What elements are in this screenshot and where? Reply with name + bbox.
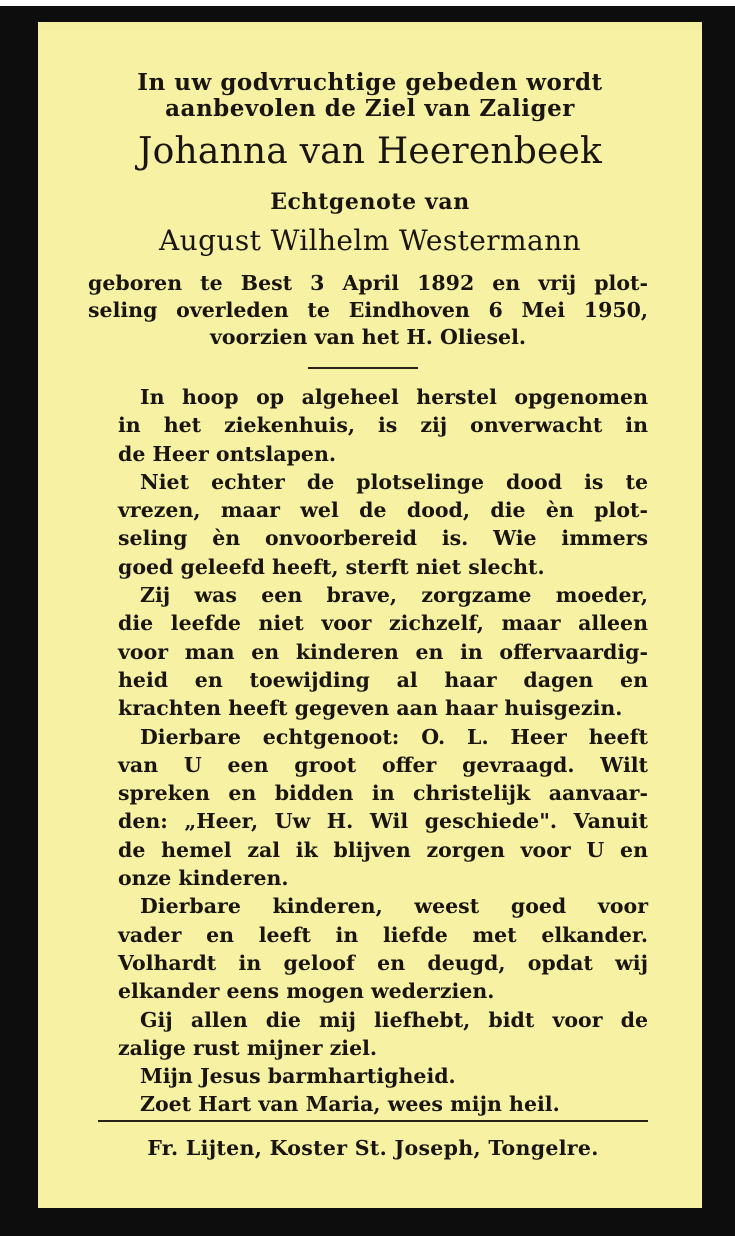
text-line: zalige rust mijner ziel. <box>118 1035 378 1060</box>
text-line: seling èn onvoorbereid is. Wie immers <box>118 526 648 551</box>
spouse-name: August Wilhelm Westermann <box>159 224 581 257</box>
text-line: vrezen, maar wel de dood, die èn plot- <box>118 498 648 523</box>
text-line: vader en leeft in liefde met elkander. <box>118 922 648 947</box>
text-line: de Heer ontslapen. <box>118 441 336 466</box>
text-line: onze kinderen. <box>118 866 289 891</box>
birth-death-details <box>88 270 648 351</box>
text-line: van U een groot offer gevraagd. Wilt <box>118 752 648 777</box>
text-line: elkander eens mogen wederzien. <box>118 979 495 1004</box>
text-line: Dierbare echtgenoot: O. L. Heer heeft <box>140 724 648 749</box>
memorial-text <box>118 383 648 1119</box>
text-line: Gij allen die mij liefhebt, bidt voor de <box>140 1007 648 1032</box>
divider-long <box>98 1120 648 1122</box>
birth-line: seling overleden te Eindhoven 6 Mei 1950, <box>88 298 648 322</box>
text-line: krachten heeft gegeven aan haar huisgezin. <box>118 696 623 721</box>
intro-line-2: aanbevolen de Ziel van Zaliger <box>165 95 575 122</box>
text-line: Zoet Hart van Maria, wees mijn heil. <box>140 1092 560 1117</box>
spouse-label: Echtgenote van <box>270 189 470 215</box>
intro-line-1: In uw godvruchtige gebeden wordt <box>137 69 603 96</box>
text-line: Niet echter de plotselinge dood is te <box>140 469 648 494</box>
text-line: die leefde niet voor zichzelf, maar alleen <box>118 611 648 636</box>
text-line: spreken en bidden in christelijk aanvaar- <box>118 781 648 806</box>
text-line: den: „Heer, Uw H. Wil geschiede". Vanuit <box>118 809 648 834</box>
text-line: In hoop op algeheel herstel opgenomen <box>140 385 648 409</box>
text-line: in het ziekenhuis, is zij onverwacht in <box>118 413 648 438</box>
memorial-card <box>38 22 702 1208</box>
text-line: voor man en kinderen en in offervaardig- <box>118 639 648 664</box>
printer-credit: Fr. Lijten, Koster St. Joseph, Tongelre. <box>147 1136 599 1160</box>
card-top-edge <box>38 22 702 30</box>
deceased-name: Johanna van Heerenbeek <box>137 131 603 172</box>
birth-line: voorzien van het H. Oliesel. <box>210 325 526 349</box>
birth-line: geboren te Best 3 April 1892 en vrij plot- <box>88 271 648 295</box>
text-line: Dierbare kinderen, weest goed voor <box>140 894 648 919</box>
text-line: Zij was een brave, zorgzame moeder, <box>140 583 648 608</box>
text-line: goed geleefd heeft, sterft niet slecht. <box>118 554 545 579</box>
divider-short <box>308 367 418 369</box>
text-line: Volhardt in geloof en deugd, opdat wij <box>118 950 648 975</box>
text-line: de hemel zal ik blijven zorgen voor U en <box>118 837 648 862</box>
text-line: heid en toewijding al haar dagen en <box>118 667 648 692</box>
text-line: Mijn Jesus barmhartigheid. <box>140 1064 456 1089</box>
